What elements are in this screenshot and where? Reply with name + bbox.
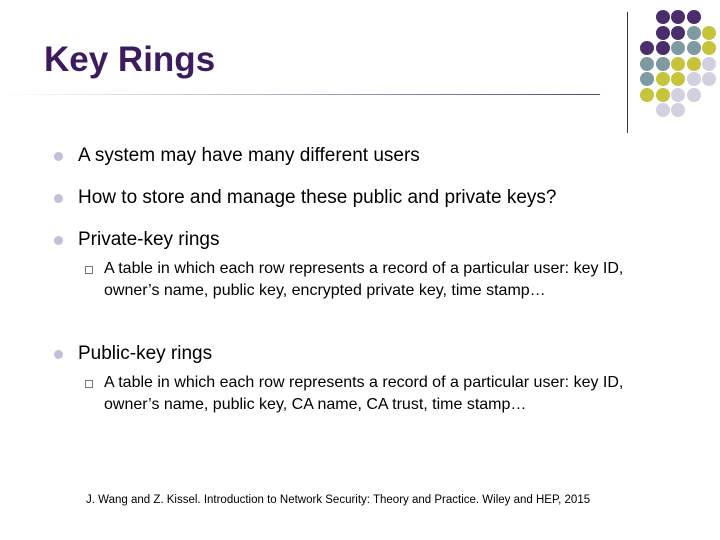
decorative-dot [687,10,701,24]
decorative-dot [671,41,685,55]
decorative-dot [671,26,685,40]
bullet-icon [54,236,63,245]
decorative-dot [702,72,716,86]
decorative-dot [687,88,701,102]
bullet-text-store-manage: How to store and manage these public and private keys? [78,187,557,208]
decorative-dot [702,57,716,71]
decorative-dot [656,103,670,117]
sub-bullet-icon [85,266,93,274]
decorative-dot [687,72,701,86]
decorative-dot [671,72,685,86]
citation: J. Wang and Z. Kissel. Introduction to Network Security: Theory and Practice. Wiley and HEP, 2015 [86,494,591,506]
decorative-dot [702,26,716,40]
decorative-dot [702,41,716,55]
bullet-text-users: A system may have many different users [78,145,420,166]
decorative-dot [656,72,670,86]
bullet-icon [54,194,63,203]
decorative-dot [640,72,654,86]
decorative-dot-grid [0,0,720,140]
decorative-dot [687,57,701,71]
bullet-text-private-key-rings: Private-key rings [78,229,220,250]
decorative-dot [640,41,654,55]
decorative-dot [656,88,670,102]
decorative-dot [640,88,654,102]
sub-bullet-icon [85,380,93,388]
decorative-dot [656,57,670,71]
bullet-icon [54,350,63,359]
decorative-dot [687,26,701,40]
sub-bullet-text-public-key-table: A table in which each row represents a record of a particular user: key ID, owner’s name, public key, CA name, CA trust, time stamp… [104,374,624,413]
slide-title: Key Rings [44,40,216,79]
decorative-dot [671,10,685,24]
decorative-dot [656,41,670,55]
decorative-dot [656,10,670,24]
decorative-dot [640,57,654,71]
bullet-text-public-key-rings: Public-key rings [78,343,213,364]
decorative-dot [656,26,670,40]
decorative-dot [671,88,685,102]
decorative-dot [687,41,701,55]
bullet-icon [54,152,63,161]
decorative-dot [671,57,685,71]
decorative-dot [671,103,685,117]
sub-bullet-text-private-key-table: A table in which each row represents a record of a particular user: key ID, owner’s name, public key, encrypted private key, time stamp… [104,260,624,299]
